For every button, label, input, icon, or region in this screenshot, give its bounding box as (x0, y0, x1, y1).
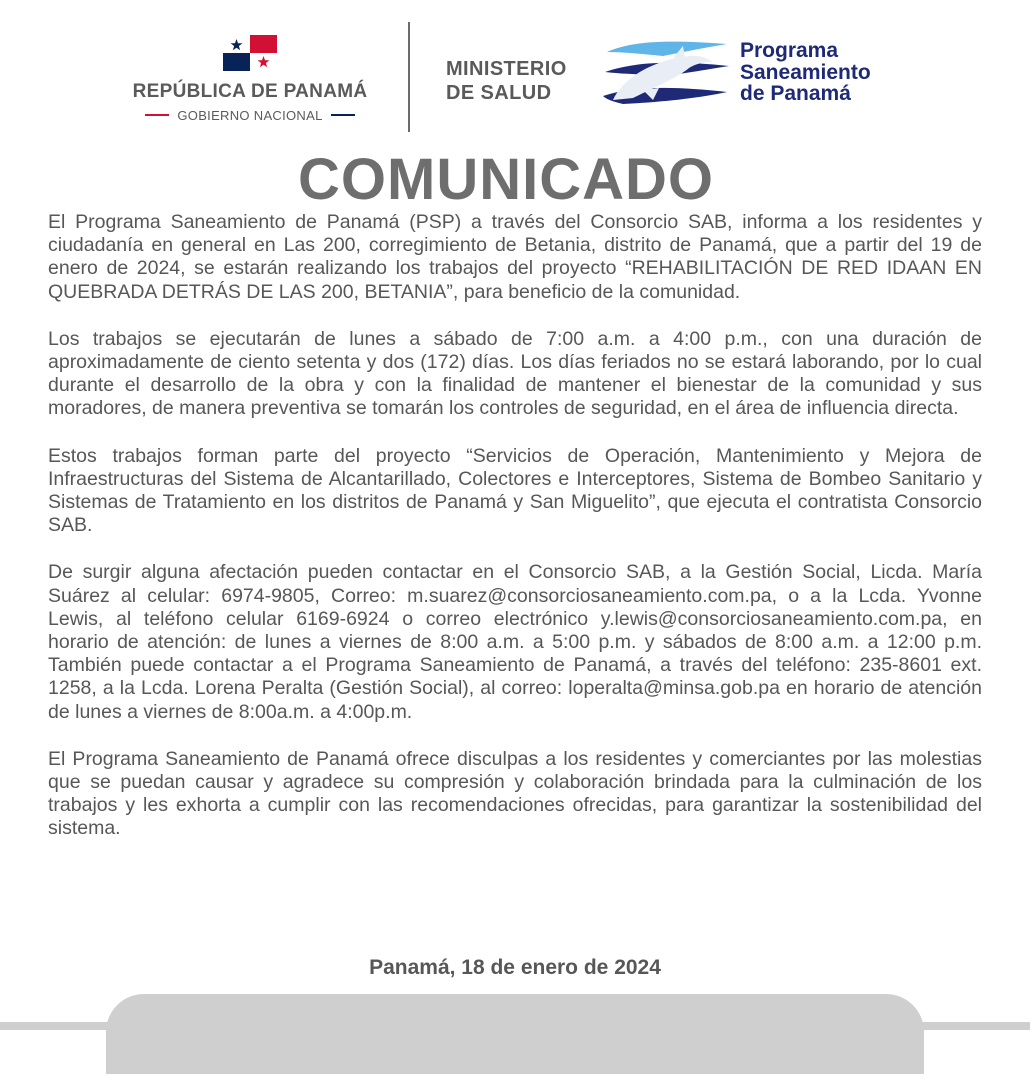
paragraph-1: El Programa Saneamiento de Panamá (PSP) a través del Consorcio SAB, informa a los residentes y ciudadanía en general en Las 200, corregimiento de Betania, distrito de Panamá, que a partir del 19 de enero de 2024, se estarán realizando los trabajos del proyecto “REHABILITACIÓN DE RED IDAAN EN QUEBRADA DETRÁS DE LAS 200, BETANIA”, para beneficio de la comunidad. (48, 211, 982, 303)
program-line-1: Programa (740, 39, 839, 62)
header-divider (408, 22, 410, 132)
government-subtitle: GOBIERNO NACIONAL (177, 107, 323, 123)
psp-dolphin-logo-icon (603, 38, 731, 108)
ministry-name (446, 57, 567, 105)
divider-right (331, 114, 355, 116)
ministry-line-1: MINISTERIO (446, 58, 567, 80)
paragraph-3: Estos trabajos forman parte del proyecto “Servicios de Operación, Mantenimiento y Mejora de Infraestructuras del Sistema de Alcantarillado, Colectores e Interceptores, Sistema de Bombeo Sanitario y Sistemas de Tratamiento en los distritos de Panamá y San Miguelito”, que ejecuta el contratista Consorcio SAB. (48, 444, 982, 537)
communique-body (48, 211, 982, 865)
ministry-line-2: DE SALUD (446, 82, 552, 104)
panama-flag-icon (223, 35, 277, 71)
dateline: Panamá, 18 de enero de 2024 (369, 956, 661, 979)
footer-bar (0, 1022, 1030, 1030)
paragraph-5: El Programa Saneamiento de Panamá ofrece disculpas a los residentes y comerciantes por las molestias que se puedan causar y agradece su compresión y colaboración brindada para la culminación de los trabajos y les exhorta a cumplir con las recomendaciones ofrecidas, para garantizar la sostenibilidad del sistema. (48, 747, 982, 840)
government-subtitle-row (130, 106, 370, 124)
footer-decoration (106, 994, 924, 1074)
republic-title: REPÚBLICA DE PANAMÁ (132, 81, 368, 102)
letterhead (0, 0, 1030, 140)
program-line-3: de Panamá (740, 82, 851, 105)
divider-left (145, 114, 169, 116)
program-line-2: Saneamiento (740, 60, 871, 84)
paragraph-2: Los trabajos se ejecutarán de lunes a sábado de 7:00 a.m. a 4:00 p.m., con una duración de aproximadamente de ciento setenta y dos (172) días. Los días feriados no se estará laborando, por lo cual durante el desarrollo de la obra y con la finalidad de mantener el bienestar de la comunidad y sus moradores, de manera preventiva se tomarán los controles de seguridad, en el área de influencia directa. (48, 327, 982, 420)
document-title: COMUNICADO (298, 147, 714, 212)
paragraph-4: De surgir alguna afectación pueden contactar en el Consorcio SAB, a la Gestión Social, Licda. María Suárez al celular: 6974-9805, Correo: m.suarez@consorciosaneamiento.com.pa, o a la Lcda. Yvonne Lewis, al teléfono celular 6169-6924 o correo electrónico y.lewis@consorciosaneamiento.com.pa, en horario de atención: de lunes a viernes de 8:00 a.m. a 5:00 p.m. y sábados de 8:00 a.m. a 12:00 p.m. También puede contactar a el Programa Saneamiento de Panamá, a través del teléfono: 235-8601 ext. 1258, a la Lcda. Lorena Peralta (Gestión Social), al correo: loperalta@minsa.gob.pa en horario de atención de lunes a viernes de 8:00a.m. a 4:00p.m. (48, 561, 982, 723)
program-name (740, 40, 871, 105)
